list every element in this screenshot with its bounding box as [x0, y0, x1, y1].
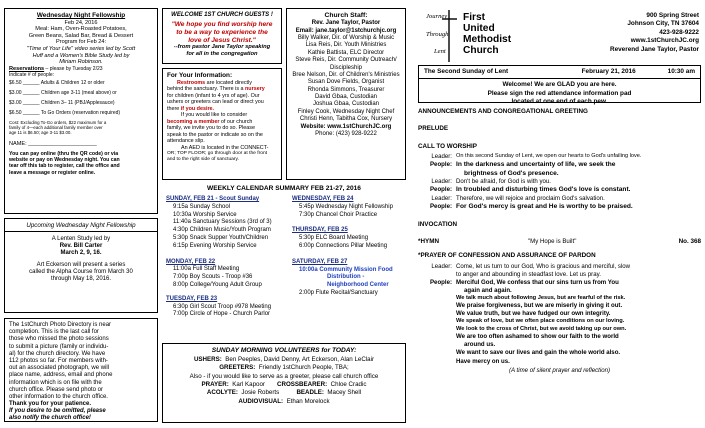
study-line-3: March 2, 9, 16.: [60, 250, 102, 257]
calendar-event: 9:15a Sunday School: [173, 203, 231, 210]
litany-line: [418, 263, 701, 271]
fellowship-date: Feb 24, 2016: [64, 19, 98, 26]
calendar-event: 10:00a Community Mission Food: [299, 266, 393, 273]
directory-line: place name, address, email and phone: [9, 372, 113, 379]
directory-line: other information to the church office.: [9, 393, 108, 400]
litany-speaker: [418, 333, 456, 341]
church-name-line: Church: [463, 45, 499, 57]
welcome-quote-1: "We hope you find worship here: [171, 21, 273, 29]
confession-litany: [418, 263, 701, 366]
litany-text: In troubled and disturbing times God's love is constant.: [456, 186, 631, 194]
calendar-event: 11:00a Full Staff Meeting: [173, 266, 240, 273]
litany-text: In the darkness and uncertainty of life, we seek the: [456, 160, 616, 168]
info-text: attendance slip.: [167, 138, 205, 145]
beadle-name: Macey Shell: [327, 389, 362, 397]
litany-speaker: [418, 341, 456, 349]
litany-speaker: Leader:: [431, 152, 452, 160]
litany-text: around us.: [464, 341, 496, 349]
info-text: If you would like to consider: [181, 112, 248, 119]
hymn-title: "My Hope is Built": [528, 238, 577, 246]
upcoming-study-box: [4, 218, 158, 313]
name-field[interactable]: NAME: ______________________: [9, 140, 97, 147]
church-address: [610, 12, 699, 54]
info-box: [162, 68, 282, 180]
logo-word: Journey: [426, 13, 448, 20]
prayer-label: PRAYER:: [201, 380, 229, 388]
reservations-label: Reservations: [9, 65, 45, 72]
greeters-names: Friendly 1stChurch People, TBA;: [258, 364, 349, 372]
cross-icon: [424, 10, 460, 62]
calendar-day-heading: SATURDAY, FEB 27: [292, 258, 348, 265]
wednesday-fellowship-title: Wednesday Night Fellowship: [36, 12, 126, 19]
litany-speaker: [418, 295, 456, 303]
directory-line: al) for the church directory. We have: [9, 350, 106, 357]
calendar-event: Neighborhood Center: [327, 282, 389, 289]
address-line: 900 Spring Street: [646, 12, 699, 19]
litany-text: We want to save our lives and gain the whole world also.: [456, 349, 621, 357]
litany-line: [418, 287, 701, 295]
logo-word: Through: [426, 31, 449, 38]
litany-text: We value truth, but we have fudged our own integrity.: [456, 310, 611, 318]
ushers-names: Ben Peeples, David Denny, Art Eckerson, Alan LeClair: [225, 355, 375, 363]
litany-text: We praise forgiveness, but we are miserly in giving it out.: [456, 302, 623, 310]
litany-line: [418, 271, 701, 279]
sign-pad-1: Please sign the red attendance information pad: [487, 90, 632, 98]
hymn-label: *HYMN: [418, 238, 439, 246]
directory-line: those who missed the photo sessions: [9, 336, 109, 343]
acolyte-label: ACOLYTE:: [206, 389, 238, 397]
info-text: ushers or greeters can lead or direct you: [167, 99, 264, 106]
litany-line: [418, 341, 701, 349]
fellowship-program: Program for Feb 24:: [55, 39, 107, 46]
cost-note-1: Cost: Excluding To-Go orders, $22 maximum for a: [9, 120, 107, 126]
staff-line: Steve Reis, Dir. Community Outreach/: [295, 57, 397, 64]
if-desire-highlight: if you desire.: [180, 105, 215, 112]
call-to-worship-heading: CALL TO WORSHIP: [418, 142, 477, 150]
litany-speaker: [418, 310, 456, 318]
litany-text: to anger and abounding in steadfast love. Let us pray.: [456, 270, 601, 278]
crossbearer-label: CROSSBEARER:: [277, 380, 328, 388]
service-day: The Second Sunday of Lent: [424, 68, 509, 75]
service-date: February 21, 2016: [581, 68, 636, 75]
upcoming-study-title: Upcoming Wednesday Night Fellowship: [5, 222, 157, 232]
litany-speaker: [418, 287, 456, 295]
calendar-day-heading: TUESDAY, FEB 23: [166, 295, 218, 302]
aed-text: An AED is located in the CONNECT-: [181, 144, 269, 151]
calendar-event: 5:45p Wednesday Night Fellowship: [299, 203, 393, 210]
study-line-1: A Lenten Study led by: [51, 236, 111, 243]
staff-line: Lisa Reis, Dir. Youth Ministries: [305, 42, 387, 49]
calendar-left-column: [166, 196, 291, 319]
sign-pad-2: located at one end of each pew.: [511, 97, 608, 105]
info-text: speak to the pastor or indicate so on the: [167, 131, 263, 138]
litany-text: We speak of love, but we often place conditions on our loving.: [456, 318, 625, 325]
litany-speaker: Leader:: [431, 178, 452, 186]
welcome-quote-2: to be a way to experience the: [176, 28, 268, 36]
welcome-quote-5: for all in the congregation: [186, 51, 258, 58]
litany-speaker: People:: [429, 203, 452, 211]
announcements-heading: ANNOUNCEMENTS AND CONGREGATIONAL GREETING: [418, 108, 588, 115]
calendar-event: 2:00p Flute Recital/Sanctuary: [299, 289, 378, 296]
becoming-member-highlight: becoming a member: [167, 118, 220, 125]
calendar-day-heading: SUNDAY, FEB 21 - Scout Sunday: [166, 196, 260, 202]
welcome-guests-box: [162, 8, 282, 64]
ushers-label: USHERS:: [193, 355, 222, 363]
litany-line: [418, 279, 701, 287]
greeters-label: GREETERS:: [219, 364, 256, 372]
litany-speaker: Leader:: [431, 195, 452, 203]
litany-speaker: [418, 271, 456, 279]
calendar-event: 6:15p Evening Worship Service: [173, 242, 257, 249]
staff-website[interactable]: Website: www.1stChurchJC.org: [300, 123, 392, 130]
wednesday-fellowship-box: [4, 8, 158, 214]
litany-line: [418, 153, 701, 161]
logo-word: Lent: [434, 48, 446, 55]
beadle-label: BEADLE:: [296, 389, 324, 397]
directory-line: 112 photos so far. For members with-: [9, 357, 108, 364]
litany-line: [418, 302, 701, 310]
calendar-event: 6:30p Girl Scout Troop #978 Meeting: [173, 303, 272, 310]
study-line-5: called the Alpha Course from March 30: [29, 268, 133, 275]
info-text: there: [167, 105, 181, 112]
directory-thanks: Thank you for your patience.: [9, 401, 92, 408]
volunteers-title: SUNDAY MORNING VOLUNTEERS for TODAY:: [211, 347, 357, 354]
litany-text: Come, let us turn to our God, Who is gracious and merciful, slow: [456, 262, 631, 270]
staff-line: Billy Walker, Dir. of Worship & Music: [297, 35, 395, 42]
directory-line: completion. This is the last call for: [9, 329, 99, 336]
fellowship-program-detail-1: "Time of Your Life" video series led by Scott: [26, 45, 136, 52]
calendar-event: 4:30p Children Music/Youth Program: [173, 227, 271, 234]
staff-line: Joshua Gbaa, Custodian: [312, 101, 380, 108]
calendar-day-heading: THURSDAY, FEB 25: [292, 227, 348, 234]
staff-line: Christi Henn, Tabitha Cox, Nursery: [299, 116, 393, 123]
calendar-event: 8:00p College/Young Adult Group: [173, 281, 262, 288]
litany-text: For God's mercy is great and He is worthy to be praised.: [456, 203, 633, 211]
calendar-event: 5:30p ELC Board Meeting: [299, 235, 369, 242]
litany-line: [418, 326, 701, 334]
staff-line: Bree Nelson, Dir. of Children's Ministries: [292, 71, 400, 78]
audiovisual-label: AUDIOVISUAL:: [238, 397, 284, 405]
directory-omit-2: also notify the church office!: [9, 415, 91, 422]
staff-line: Discipleship: [329, 64, 362, 71]
service-welcome: Welcome! We are GLAD you are here.: [502, 80, 617, 88]
litany-line: [418, 178, 701, 186]
litany-speaker: [418, 170, 456, 179]
litany-text: We are too often ashamed to show our faith to the world: [456, 333, 619, 341]
study-line-6: through May 18, 2016.: [50, 275, 112, 282]
restrooms-highlight: Restrooms: [177, 79, 206, 86]
welcome-guests-title: WELCOME 1ST CHURCH GUESTS !: [171, 12, 273, 18]
calendar-event: 10:30a Worship Service: [173, 211, 237, 218]
staff-line: Kathie Battista, ELC Director: [307, 49, 385, 56]
calendar-event: 7:30p Chancel Choir Practice: [299, 211, 378, 218]
staff-line: Susan Dove Fields, Organist: [307, 79, 385, 86]
litany-line: [418, 161, 701, 170]
calendar-event: 7:00p Boy Scouts - Troop #36: [173, 274, 253, 281]
call-to-worship-litany: [418, 153, 701, 212]
info-text: behind the sanctuary. There is a: [167, 86, 246, 93]
nursery-highlight: nursery: [245, 86, 265, 93]
calendar-day-heading: WEDNESDAY, FEB 24: [292, 196, 354, 202]
litany-line: [418, 195, 701, 203]
reservations-note: – please by Tuesday 2/23: [44, 65, 103, 72]
fellowship-meal: Meal: Ham, Oven-Roasted Potatoes,: [35, 26, 127, 33]
litany-speaker: [418, 349, 456, 357]
litany-speaker: [418, 326, 456, 334]
confession-heading: *PRAYER OF CONFESSION AND ASSURANCE OF PARDON: [418, 252, 596, 260]
litany-speaker: People:: [429, 160, 452, 168]
litany-line: [418, 349, 701, 357]
welcome-quote-4: --from pastor Jane Taylor speaking: [173, 44, 271, 51]
staff-line: Rhonda Simmons, Treasurer: [307, 86, 385, 93]
greeters-also: Also - if you would like to serve as a greeter, please call church office: [189, 372, 379, 380]
calendar-event: 5:30p Snack Supper Youth/Children: [173, 234, 269, 241]
litany-text: brightness of God's presence.: [464, 169, 559, 177]
staff-email[interactable]: Email: jane.taylor@1stchurchjc.org: [295, 27, 397, 34]
prelude-heading: PRELUDE: [418, 125, 449, 133]
church-name-line: First: [463, 12, 486, 23]
hymn-row: [418, 238, 701, 246]
address-line: 423-928-9222: [659, 28, 699, 36]
study-line-2: Rev. Bill Carter: [59, 243, 103, 250]
litany-line: [418, 310, 701, 318]
litany-speaker: [418, 358, 456, 366]
online-note-1: You can pay online (thru the QR code) or via: [9, 151, 119, 158]
study-line-4: Art Eckerson will present a series: [36, 261, 126, 268]
audiovisual-name: Ethan Morelock: [286, 397, 330, 405]
litany-text: Therefore, we will rejoice and proclaim God's salvation.: [456, 195, 605, 203]
hymn-number: No. 368: [678, 238, 701, 246]
litany-line: [418, 295, 701, 303]
litany-speaker: [418, 302, 456, 310]
litany-speaker: Leader:: [431, 262, 452, 270]
service-info-box: [418, 65, 701, 103]
calendar-title: WEEKLY CALENDAR SUMMARY FEB 21-27, 2016: [207, 185, 361, 192]
photo-directory-box: [4, 318, 158, 422]
cost-note-3: age 11 is $6.50; age 3-11 $3.00.: [9, 130, 72, 136]
journey-logo: [424, 10, 460, 62]
litany-line: [418, 318, 701, 326]
church-name-line: United: [463, 23, 495, 35]
info-text: of our church: [219, 118, 253, 125]
staff-title: Church Staff:: [324, 12, 368, 19]
directory-line: church office. Please send photo or: [9, 386, 103, 393]
fellowship-meal-2: Green Beans, Salad Bar, Bread & Dessert: [28, 32, 134, 39]
indicate-label: Indicate # of people:: [9, 71, 55, 78]
litany-text: We talk much about following Jesus, but are fearful of the risk.: [456, 294, 626, 301]
litany-text: Have mercy on us.: [456, 357, 510, 365]
calendar-event: Distribution -: [327, 274, 365, 281]
litany-line: [418, 358, 701, 366]
info-text: for children (infant to 4 yrs of age). Our: [167, 92, 260, 99]
staff-phone: Phone: (423) 928-9222: [315, 130, 377, 137]
cost-note-2: family of 4—each additional family member over: [9, 125, 103, 131]
order-of-worship: [418, 108, 701, 375]
address-line: Reverend Jane Taylor, Pastor: [609, 45, 699, 53]
litany-text: Merciful God, We confess that our sins turn us from You: [456, 278, 619, 286]
reservation-option[interactable]: $3.00 ______ Children age 3-11 (meal above) or: [9, 90, 117, 97]
calendar-event: 11:40a Sanctuary Sessions (3rd of 3): [173, 219, 272, 226]
calendar-day-heading: MONDAY, FEB 22: [166, 258, 216, 265]
online-note-2: website or pay on Wednesday night. You can: [9, 157, 120, 164]
litany-line: [418, 186, 701, 195]
calendar-event: 6:00p Connections Pillar Meeting: [299, 242, 388, 249]
church-name: [463, 12, 511, 56]
reservation-option[interactable]: $3.00 ______ Children 3– 11 (PBJ/Applesauce): [9, 100, 115, 107]
address-line: Johnson City, TN 37604: [627, 20, 699, 28]
staff-line: David Gbaa, Custodian: [314, 94, 378, 101]
website-link[interactable]: www.1stChurchJC.org: [630, 37, 699, 45]
prayer-name: Karl Kapoor: [232, 380, 265, 388]
aed-text: and to the right side of sanctuary.: [167, 156, 239, 162]
directory-line: to submit a picture (family or individu-: [9, 343, 109, 350]
directory-line: The 1stChurch Photo Directory is near: [9, 322, 112, 328]
crossbearer-name: Chloe Cradic: [330, 380, 367, 388]
volunteers-box: [162, 343, 406, 423]
litany-speaker: People:: [429, 186, 452, 194]
litany-line: [418, 203, 701, 212]
reservation-option[interactable]: $6.50 ______ To Go Orders (reservation required): [9, 110, 121, 117]
litany-speaker: People:: [429, 278, 452, 286]
aed-text: OR; TOP FLOOR; go through door at the front: [167, 151, 268, 157]
welcome-quote-3: love of Jesus Christ.": [188, 36, 256, 44]
litany-text: On this second Sunday of Lent, we open our hearts to God's unfailing love.: [456, 152, 642, 159]
litany-text: We look to the cross of Christ, but we avoid taking up our own.: [456, 325, 627, 332]
litany-line: [418, 333, 701, 341]
acolyte-name: Josie Roberts: [241, 389, 280, 397]
staff-line: Finley Cook, Wednesday Night Chef: [297, 108, 395, 115]
staff-line: Rev. Jane Taylor, Pastor: [311, 20, 381, 27]
calendar-event: 7:00p Circle of Hope - Church Parlor: [173, 311, 271, 318]
fellowship-program-detail-2: Huff and a Women's Bible Study led by: [32, 52, 130, 59]
fellowship-program-detail-3: Miriam Robinson.: [59, 59, 103, 66]
directory-line: out an associated photograph, we will: [9, 365, 110, 372]
calendar-right-column: [292, 196, 408, 298]
online-note-3: tear off this tab to register, call the office and: [9, 163, 120, 170]
church-name-line: Methodist: [463, 34, 512, 46]
directory-line: information which is on file with the: [9, 379, 102, 386]
church-staff-box: [286, 8, 406, 180]
litany-line: [418, 170, 701, 179]
directory-omit-1: If you desire to be omitted, please: [9, 408, 106, 415]
info-text: family, we invite you to do so. Please: [167, 125, 255, 132]
invocation-heading: INVOCATION: [418, 220, 458, 228]
online-note-4: leave a message or register online.: [9, 169, 96, 176]
info-text: are located directly: [205, 79, 252, 86]
reservation-option[interactable]: $6.50 ______ Adults & Children 12 or older: [9, 80, 105, 87]
litany-speaker: [418, 318, 456, 326]
litany-text: Don't be afraid, for God is with you.: [456, 178, 551, 186]
service-time: 10:30 am: [667, 68, 695, 75]
info-title: For Your Information:: [167, 72, 233, 79]
litany-text: again and again.: [464, 286, 512, 294]
silent-prayer-note: (A time of silent prayer and reflection): [508, 366, 611, 374]
